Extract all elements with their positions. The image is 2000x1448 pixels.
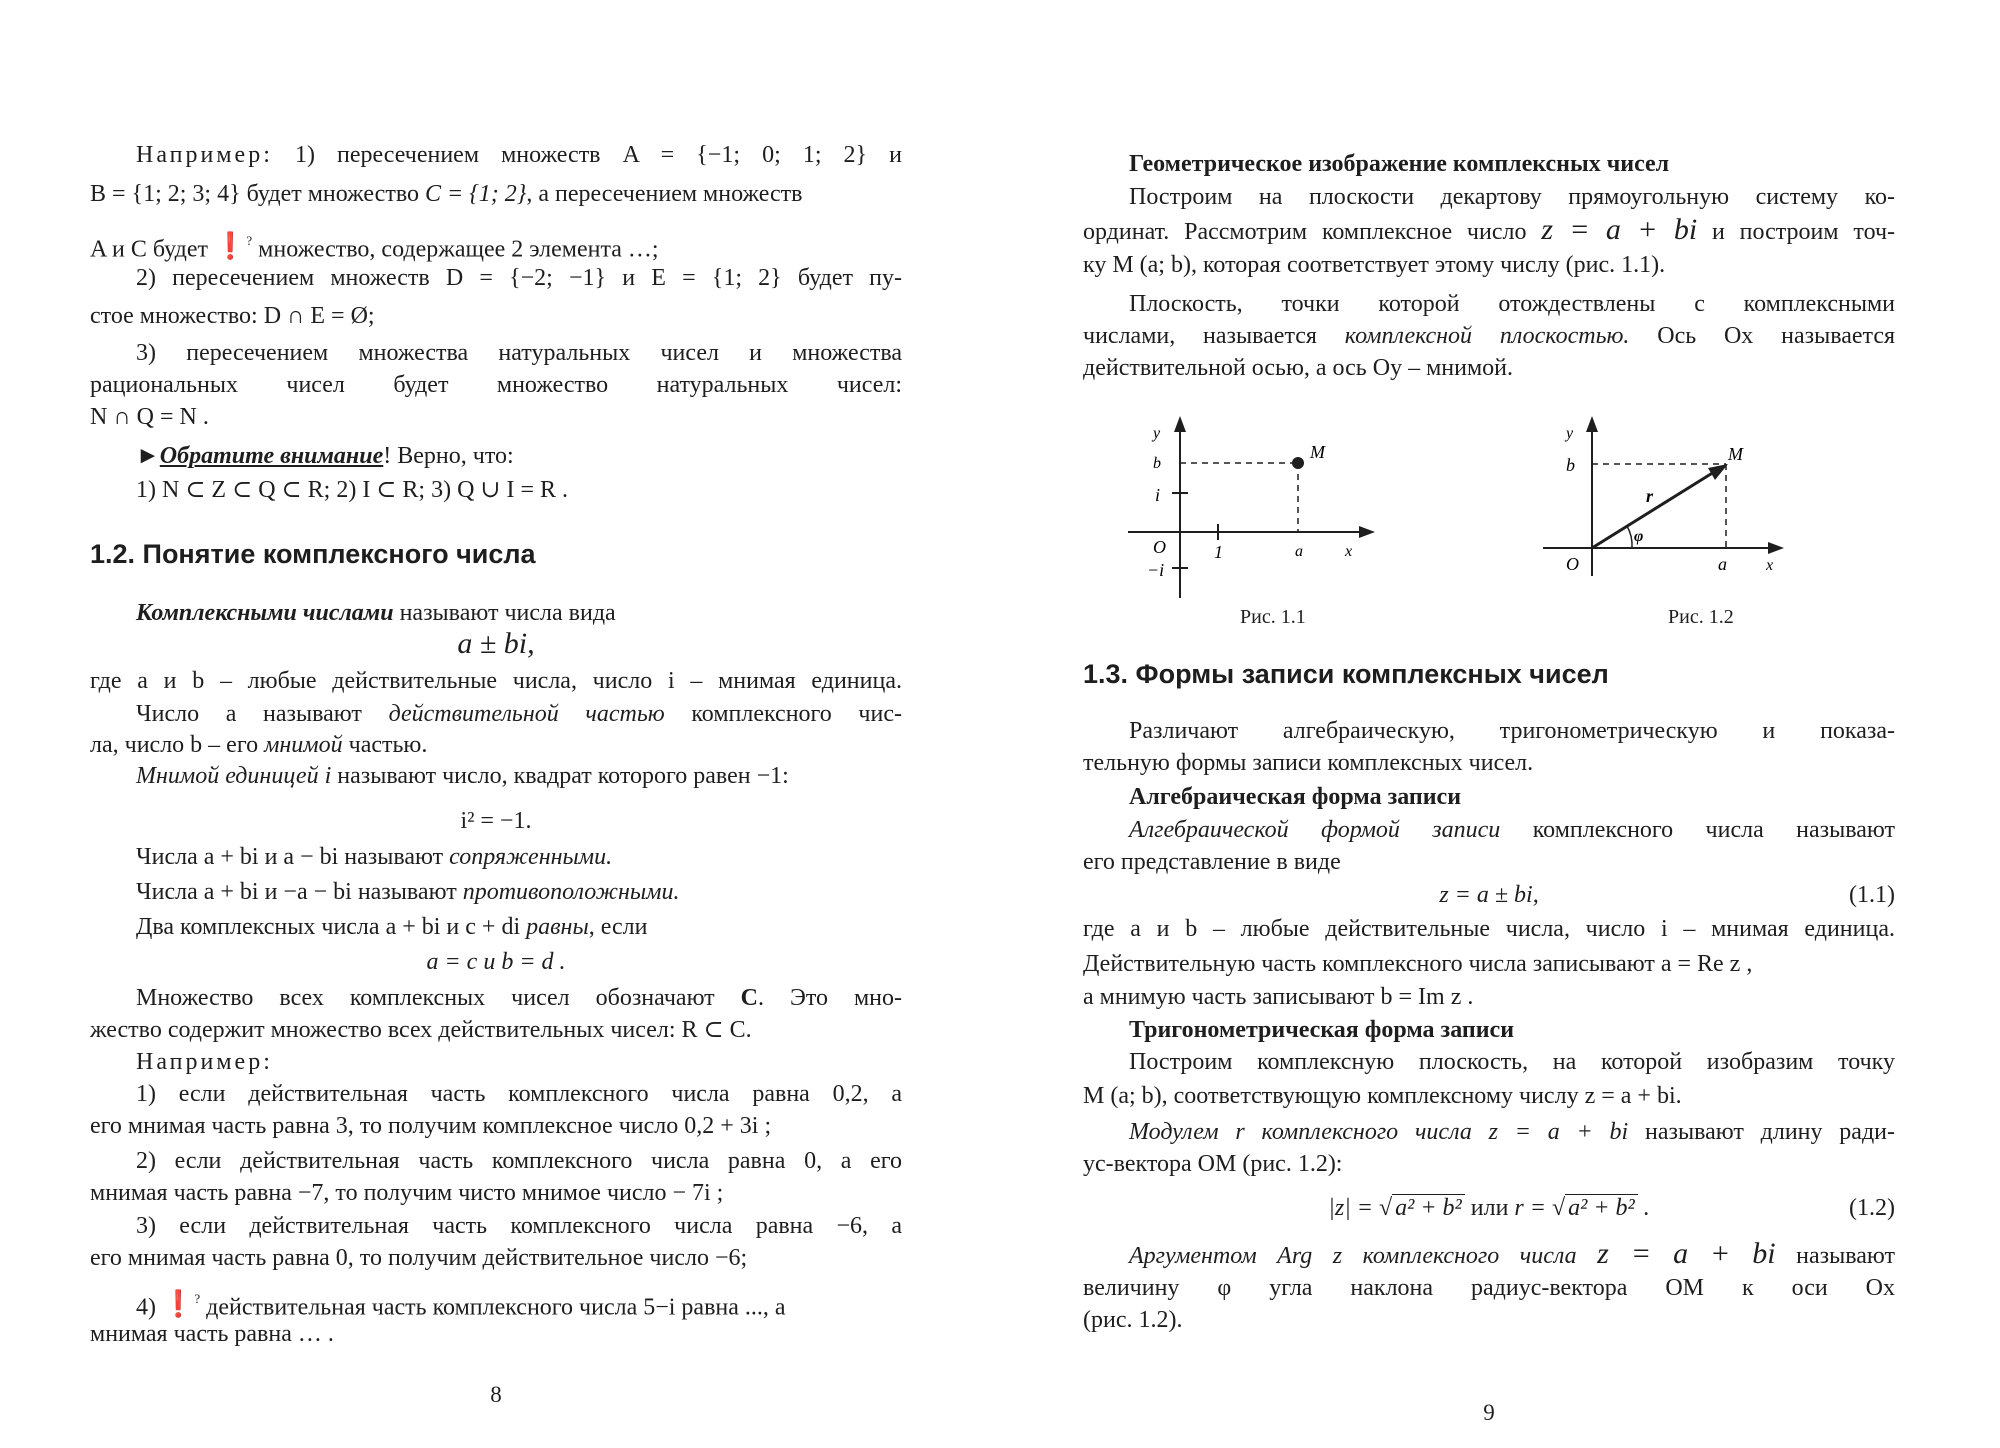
set-c-line-2: жество содержит множество всех действительных чисел: R ⊂ C. (90, 1017, 752, 1043)
example-1-line-1: Например: 1) пересечением множеств A = {−1; 0; 1; 2} и (136, 142, 903, 168)
fig1-x-arrow (1359, 526, 1375, 538)
algebraic-formula: z = a ± bi, (1439, 882, 1539, 908)
fig1-point-m (1292, 457, 1304, 469)
fig1-label-minus-i: −i (1147, 560, 1165, 580)
fig2-label-b: b (1566, 455, 1575, 475)
attention-line: ►Обратите внимание! Верно, что: (136, 443, 514, 469)
sqrt-icon: √ (1378, 1195, 1393, 1221)
fig2-angle-arc (1627, 526, 1632, 548)
fig1-label-x: x (1345, 543, 1353, 560)
complex-example-3-line-2: его мнимая часть равна 0, то получим действительное число −6; (90, 1245, 748, 1271)
figure-1-2 (1538, 408, 1798, 583)
plane-line-3: действительной осью, а ось Oy – мнимой. (1083, 355, 1513, 381)
opposite-line: Числа a + bi и −a − bi называют противоположными. (136, 879, 680, 905)
definition-formula: a ± bi, (457, 627, 535, 660)
example-3-line-2: рациональных чисел будет множество натуральных чисел: (90, 372, 902, 398)
set-c-line-1: Множество всех комплексных чисел обозначают C. Это мно- (136, 985, 902, 1011)
equality-formula: a = c и b = d . (426, 949, 566, 975)
geometric-line-3: ку M (a; b), которая соответствует этому числу (рис. 1.1). (1083, 252, 1666, 278)
definition-line: Комплексными числами называют числа вида (136, 600, 616, 626)
attention-formula: 1) N ⊂ Z ⊂ Q ⊂ R; 2) I ⊂ R; 3) Q ∪ I = R . (136, 477, 569, 503)
imag-part-notation-line: а мнимую часть записывают b = Im z . (1083, 984, 1474, 1010)
figure-1-1 (1123, 408, 1383, 608)
fig2-label-r: r (1646, 486, 1654, 506)
right-page (1083, 0, 1895, 1448)
imaginary-unit-formula: i² = −1. (460, 808, 532, 834)
fig2-label-y: y (1566, 425, 1574, 442)
heading-algebraic: Алгебраическая форма записи (1129, 784, 1462, 810)
complex-example-2-line-1: 2) если действительная часть комплексного числа равна 0, а его (136, 1148, 902, 1174)
example-1-line-2: B = {1; 2; 3; 4} будет множество C = {1; 2}, а пересечением множеств (90, 181, 803, 207)
section-heading-1-2: 1.2. Понятие комплексного числа (90, 539, 536, 569)
forms-line-1: Различают алгебраическую, тригонометрическую и показа- (1129, 718, 1895, 744)
example-heading: Например: (136, 1049, 273, 1075)
fig2-label-m: M (1728, 444, 1743, 464)
equation-number-1-2: (1.2) (1849, 1195, 1895, 1221)
geometric-line-1: Построим на плоскости декартову прямоугольную систему ко- (1129, 184, 1895, 210)
fig1-label-o: O (1153, 537, 1166, 557)
complex-example-3-line-1: 3) если действительная часть комплексного числа равна −6, а (136, 1213, 902, 1239)
modulus-line-2: ус-вектора OM (рис. 1.2): (1083, 1151, 1343, 1177)
figure-1-1-caption: Рис. 1.1 (1240, 606, 1306, 628)
example-1-line-3: A и C будет ❗? множество, содержащее 2 элемента …; (90, 227, 902, 266)
heading-geometric: Геометрическое изображение комплексных чисел (1129, 151, 1670, 177)
complex-example-1-line-1: 1) если действительная часть комплексного числа равна 0,2, а (136, 1081, 902, 1107)
algebraic-line-1: Алгебраической формой записи комплексного числа называют (1129, 817, 1896, 843)
page-number-right: 9 (1483, 1400, 1495, 1425)
fig2-label-o: O (1566, 554, 1579, 574)
fig2-label-phi: φ (1634, 528, 1644, 545)
trig-line-1: Построим комплексную плоскость, на которой изобразим точку (1129, 1049, 1895, 1075)
example-2-line-1: 2) пересечением множеств D = {−2; −1} и E = {1; 2} будет пу- (136, 265, 903, 291)
where-line: где a и b – любые действительные числа, число i – мнимая единица. (90, 668, 902, 694)
fig1-label-y: y (1153, 425, 1161, 442)
fig1-y-arrow (1174, 416, 1186, 432)
figure-1-2-caption: Рис. 1.2 (1668, 606, 1734, 628)
plane-line-2: числами, называется комплексной плоскостью. Ось Ox называется (1083, 323, 1896, 349)
equality-line: Два комплексных числа a + bi и c + di равны, если (136, 914, 648, 940)
forms-line-2: тельную формы записи комплексных чисел. (1083, 750, 1534, 776)
complex-example-2-line-2: мнимая часть равна −7, то получим чисто мнимое число − 7i ; (90, 1180, 724, 1206)
question-hint-icon: ❗? (162, 1289, 201, 1319)
modulus-formula: |z| = √ a² + b² или r = √ a² + b² . (1328, 1195, 1650, 1221)
complex-example-4-line-1: 4) ❗? действительная часть комплексного числа 5−i равна ..., а (136, 1285, 902, 1324)
example-3-line-1: 3) пересечением множества натуральных чисел и множества (136, 340, 902, 366)
equation-number-1-1: (1.1) (1849, 882, 1895, 908)
section-heading-1-3: 1.3. Формы записи комплексных чисел (1083, 659, 1609, 689)
modulus-formula-row (1083, 1192, 1895, 1224)
trig-line-2: M (a; b), соответствующую комплексному числу z = a + bi. (1083, 1083, 1682, 1109)
fig1-label-a: a (1295, 543, 1303, 560)
fig1-label-one: 1 (1214, 542, 1223, 562)
conjugate-line: Числа a + bi и a − bi называют сопряженными. (136, 844, 613, 870)
heading-trigonometric: Тригонометрическая форма записи (1129, 1017, 1515, 1043)
fig2-radius-arrow (1708, 464, 1728, 480)
imag-part-line: ла, число b – его мнимой частью. (90, 732, 428, 758)
argument-line-2: величину φ угла наклона радиус-вектора OM к оси Ox (1083, 1275, 1895, 1301)
example-3-formula: N ∩ Q = N . (90, 404, 209, 430)
fig1-label-b: b (1153, 455, 1161, 472)
real-part-notation-line: Действительную часть комплексного числа записывают a = Re z , (1083, 951, 1753, 977)
complex-example-4-line-2: мнимая часть равна … . (90, 1321, 334, 1347)
left-page (90, 0, 902, 1448)
fig2-label-x: x (1766, 557, 1774, 574)
plane-line-1: Плоскость, точки которой отождествлены с комплексными (1129, 291, 1895, 317)
algebraic-formula-row (1083, 879, 1895, 911)
fig1-label-m: M (1310, 442, 1325, 462)
sqrt-icon: √ (1551, 1195, 1566, 1221)
algebraic-line-2: его представление в виде (1083, 849, 1341, 875)
example-2-line-2: стое множество: D ∩ E = Ø; (90, 303, 375, 329)
fig2-y-arrow (1586, 416, 1598, 432)
argument-line-3: (рис. 1.2). (1083, 1307, 1183, 1333)
argument-line-1: Аргументом Arg z комплексного числа z = a + bi называют (1129, 1237, 1896, 1270)
page-number-left: 8 (490, 1382, 502, 1407)
question-hint-icon: ❗? (214, 231, 253, 261)
fig2-x-arrow (1768, 542, 1784, 554)
pointer-arrow-icon: ► (136, 443, 160, 469)
fig2-radius-vector (1592, 472, 1714, 548)
algebraic-where-line: где a и b – любые действительные числа, число i – мнимая единица. (1083, 916, 1895, 942)
real-part-line: Число a называют действительной частью комплексного чис- (136, 701, 902, 727)
fig2-label-a: a (1718, 554, 1727, 574)
geometric-line-2: ординат. Рассмотрим комплексное число z = a + bi и построим точ- (1083, 213, 1896, 246)
imaginary-unit-line: Мнимой единицей i называют число, квадрат которого равен −1: (136, 763, 789, 789)
complex-example-1-line-2: его мнимая часть равна 3, то получим комплексное число 0,2 + 3i ; (90, 1113, 772, 1139)
fig1-label-i: i (1155, 485, 1161, 505)
modulus-line-1: Модулем r комплексного числа z = a + bi называют длину ради- (1129, 1119, 1895, 1145)
